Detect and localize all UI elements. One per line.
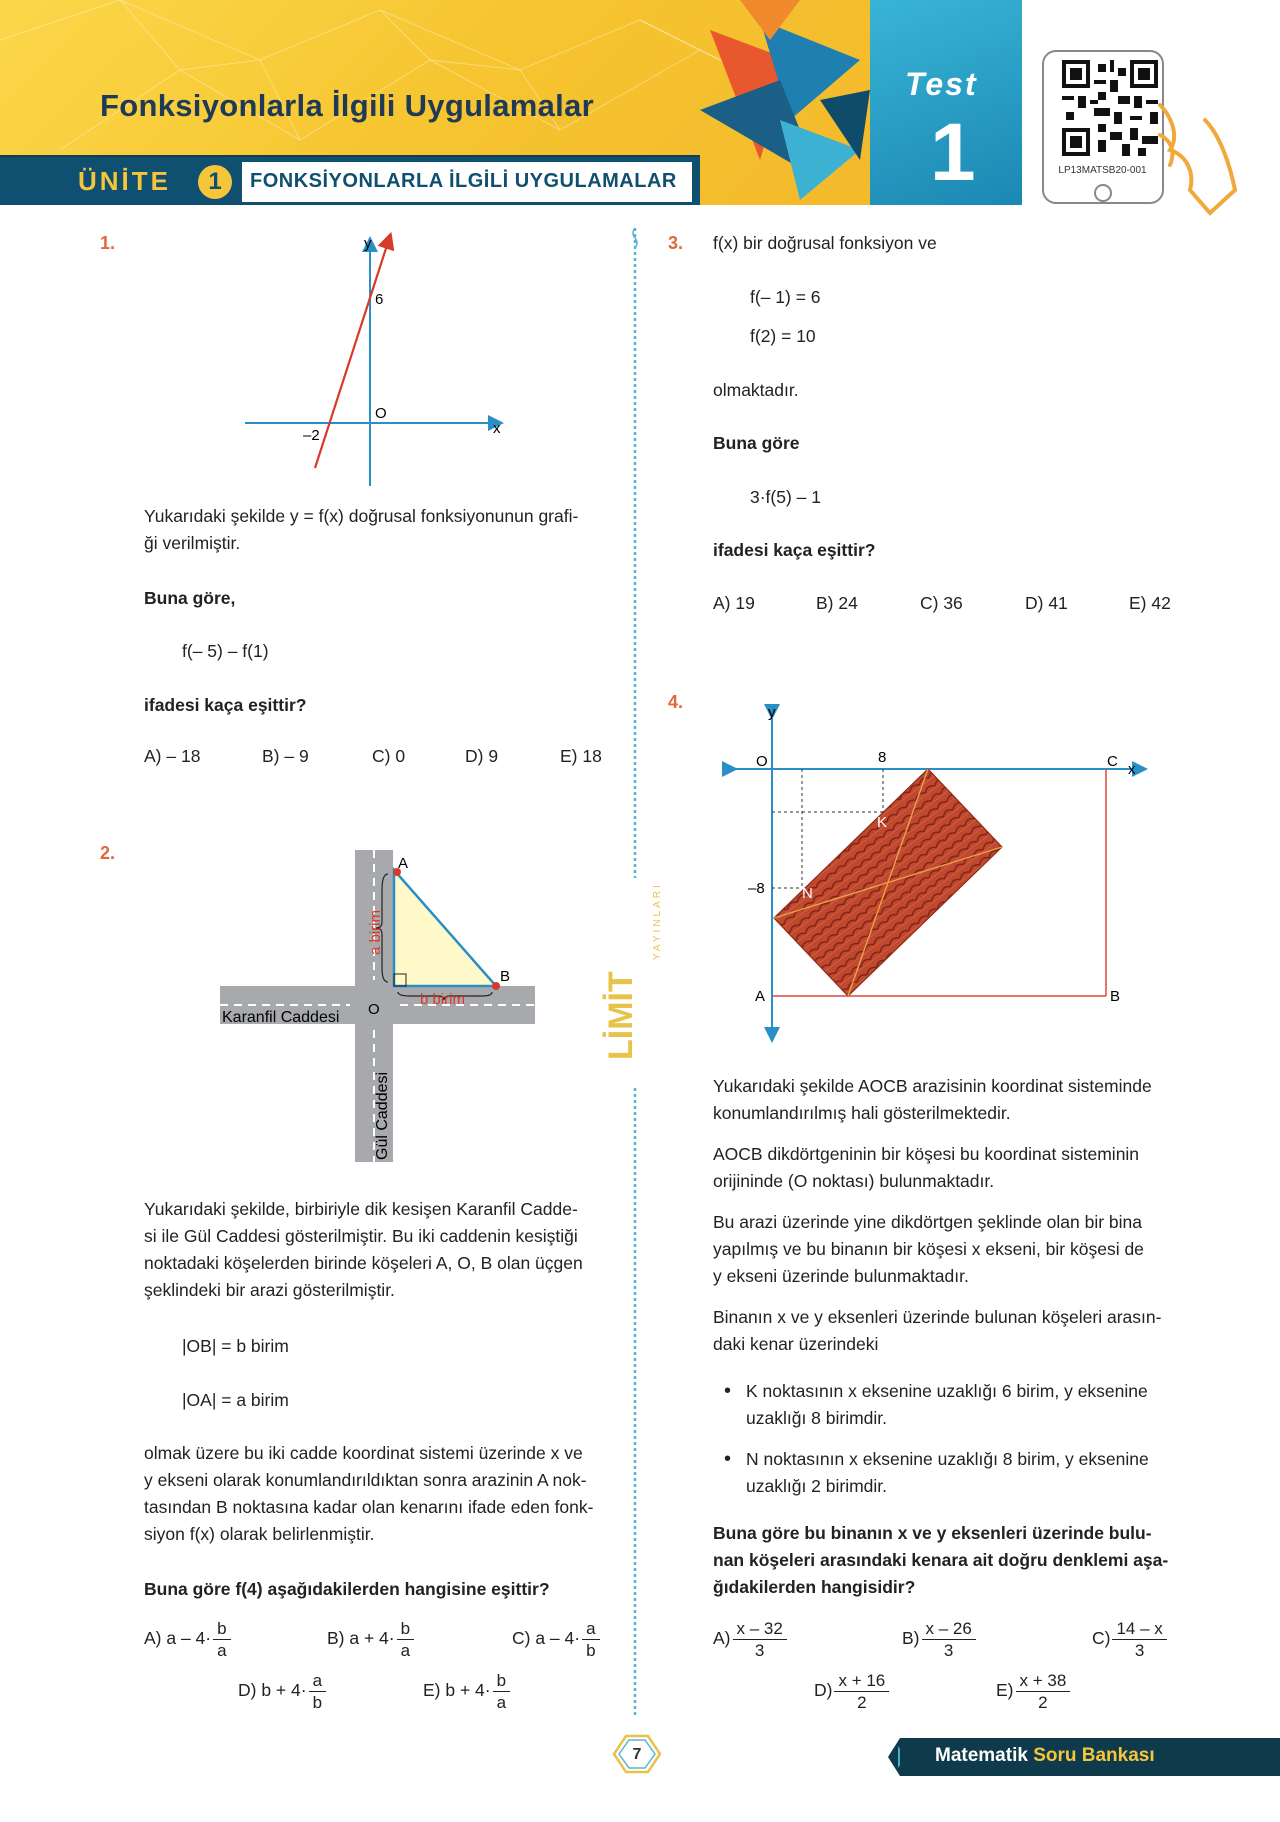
phone-button (1094, 184, 1112, 202)
land-triangle (394, 870, 496, 986)
q4-bullet-1b: uzaklığı 8 birimdir. (746, 1408, 888, 1428)
q2-option-a[interactable]: A) a – 4· $\frac{b}{a}$ (144, 1618, 231, 1661)
publisher-logo (602, 880, 672, 1100)
q1-x-intercept: –2 (303, 427, 320, 444)
q3-question: ifadesi kaça eşittir? (713, 540, 876, 560)
q3-option-e[interactable]: E) 42 (1129, 593, 1171, 613)
q3-eq1: f(– 1) = 6 (750, 287, 821, 307)
q4-p4-1: Binanın x ve y eksenleri üzerinde bulunan köşeleri arasın- (713, 1307, 1162, 1327)
q4-x-label: x (1128, 761, 1136, 778)
point-b (492, 982, 500, 990)
q2-option-d[interactable]: D) b + 4· $\frac{a}{b}$ (238, 1670, 326, 1713)
q4-p3-2: yapılmış ve bu binanın bir köşesi x ekseni, bir köşesi de (713, 1239, 1144, 1259)
line-f (315, 236, 390, 468)
q4-question-1: Buna göre bu binanın x ve y eksenleri üzerinde bulu- (713, 1523, 1152, 1543)
q1-option-c[interactable]: C) 0 (372, 746, 406, 766)
q3-prompt: Buna göre (713, 433, 800, 453)
q2-label-o: O (368, 1001, 380, 1018)
q4-option-d[interactable]: D) $\frac{x + 16}{2}$ (814, 1670, 889, 1713)
q1-question: ifadesi kaça eşittir? (144, 695, 307, 715)
qr-code-label: LP13MATSB20-001 (1058, 165, 1147, 176)
brand-name: LİMİT (602, 971, 640, 1060)
q1-prompt: Buna göre, (144, 588, 236, 608)
brand-sub: YAYINLARI (652, 882, 663, 960)
q1-option-e[interactable]: E) 18 (560, 746, 602, 766)
q4-label-b: B (1110, 988, 1121, 1005)
question-2-number: 2. (100, 843, 116, 863)
q4-p4-2: daki kenar üzerindeki (713, 1334, 879, 1354)
q4-bullet-2b: uzaklığı 2 birimdir. (746, 1476, 888, 1496)
footer-label: Matematik Soru Bankası (935, 1745, 1155, 1766)
q4-label-a: A (755, 988, 766, 1005)
street-karanfil: Karanfil Caddesi (222, 1009, 340, 1026)
q4-p3-3: y ekseni üzerinde bulunmaktadır. (713, 1266, 969, 1286)
page-number: 7 (632, 1746, 642, 1763)
question-1-graph (230, 228, 520, 498)
q1-option-a[interactable]: A) – 18 (144, 746, 201, 766)
q2-text-3: noktadaki köşelerden birinde köşeleri A, O, B olan üçgen (144, 1253, 583, 1273)
q1-x-label: x (493, 420, 501, 437)
q4-x-tick: 8 (878, 749, 887, 766)
q4-question-2: nan köşeleri arasındaki kenara ait doğru denklemi aşa- (713, 1550, 1169, 1570)
q4-label-k: K (877, 814, 888, 831)
unit-number-badge: 1 (198, 165, 232, 199)
q4-y-tick: –8 (748, 880, 765, 897)
q2-text2-3: tasından B noktasına kadar olan kenarını ifade eden fonk- (144, 1497, 594, 1517)
q4-option-a[interactable]: A) $\frac{x - 32}{3}$ (713, 1618, 787, 1661)
q4-question-3: ğıdakilerden hangisidir? (713, 1577, 916, 1597)
q2-label-b: B (500, 968, 511, 985)
q4-p2-2: orijininde (O noktası) bulunmaktadır. (713, 1171, 995, 1191)
q4-option-c[interactable]: C) $\frac{14 - x}{3}$ (1092, 1618, 1167, 1661)
q2-given-oa: |OA| = a birim (182, 1390, 289, 1410)
q1-option-d[interactable]: D) 9 (465, 746, 499, 766)
q4-y-label: y (768, 704, 776, 721)
q1-text-2: ği verilmiştir. (144, 533, 241, 553)
q3-after: olmaktadır. (713, 380, 799, 400)
q2-text2-2: y ekseni olarak konumlandırıldıktan sonra arazinin A nok- (144, 1470, 587, 1490)
q1-text-1: Yukarıdaki şekilde y = f(x) doğrusal fonksiyonunun grafi- (144, 506, 579, 526)
q3-option-d[interactable]: D) 41 (1025, 593, 1068, 613)
q1-origin: O (375, 405, 387, 422)
test-number: 1 (930, 107, 976, 198)
unit-word: ÜNİTE (78, 166, 171, 196)
q2-text-4: şeklindeki bir arazi gösterilmiştir. (144, 1280, 395, 1300)
q2-text-2: si ile Gül Caddesi gösterilmiştir. Bu iki caddenin kesiştiği (144, 1226, 578, 1246)
question-1-number: 1. (100, 233, 116, 253)
q2-label-a: A (398, 855, 409, 872)
q4-p3-1: Bu arazi üzerinde yine dikdörtgen şeklinde olan bir bina (713, 1212, 1143, 1232)
q1-y-label: y (364, 235, 372, 252)
q1-expression: f(– 5) – f(1) (182, 641, 269, 661)
q2-a-label: a birim (367, 909, 384, 955)
q4-bullet-1a: • K noktasının x eksenine uzaklığı 6 birim, y eksenine (746, 1378, 1148, 1405)
q4-p1-2: konumlandırılmış hali gösterilmektedir. (713, 1103, 1011, 1123)
q2-option-e[interactable]: E) b + 4· $\frac{b}{a}$ (423, 1670, 510, 1713)
q1-y-intercept: 6 (375, 291, 384, 308)
qr-code-icon[interactable] (1062, 60, 1158, 156)
q2-text2-4: siyon f(x) olarak belirlenmiştir. (144, 1524, 375, 1544)
q2-option-c[interactable]: C) a – 4· $\frac{a}{b}$ (512, 1618, 600, 1661)
q4-label-c: C (1107, 753, 1118, 770)
q3-intro: f(x) bir doğrusal fonksiyon ve (713, 233, 937, 253)
test-word: Test (905, 66, 978, 102)
question-4-figure (720, 700, 1150, 1040)
q2-given-ob: |OB| = b birim (182, 1336, 289, 1356)
hand-icon (1150, 95, 1240, 225)
question-2-figure (220, 850, 535, 1162)
q1-option-b[interactable]: B) – 9 (262, 746, 309, 766)
q2-option-b[interactable]: B) a + 4· $\frac{b}{a}$ (327, 1618, 414, 1661)
page-title: Fonksiyonlarla İlgili Uygulamalar (100, 88, 594, 123)
q4-option-e[interactable]: E) $\frac{x + 38}{2}$ (996, 1670, 1070, 1713)
question-3-number: 3. (668, 233, 684, 253)
q4-bullet-2a: • N noktasının x eksenine uzaklığı 8 birim, y eksenine (746, 1446, 1149, 1473)
q4-option-b[interactable]: B) $\frac{x - 26}{3}$ (902, 1618, 976, 1661)
q3-eq2: f(2) = 10 (750, 326, 816, 346)
q3-expression: 3·f(5) – 1 (750, 487, 821, 507)
q2-text-1: Yukarıdaki şekilde, birbiriyle dik kesişen Karanfil Cadde- (144, 1199, 578, 1219)
q2-text2-1: olmak üzere bu iki cadde koordinat sistemi üzerinde x ve (144, 1443, 583, 1463)
unit-title: FONKSİYONLARLA İLGİLİ UYGULAMALAR (250, 170, 677, 192)
q3-option-a[interactable]: A) 19 (713, 593, 755, 613)
q4-p1-1: Yukarıdaki şekilde AOCB arazisinin koordinat sisteminde (713, 1076, 1152, 1096)
question-4-number: 4. (668, 692, 684, 712)
q3-option-b[interactable]: B) 24 (816, 593, 858, 613)
q2-question: Buna göre f(4) aşağıdakilerden hangisine eşittir? (144, 1579, 550, 1599)
q3-option-c[interactable]: C) 36 (920, 593, 963, 613)
q4-label-n: N (802, 885, 813, 902)
q4-origin: O (756, 753, 768, 770)
street-gul: Gül Caddesi (374, 1071, 391, 1160)
q2-b-label: b birim (420, 991, 466, 1008)
q4-p2-1: AOCB dikdörtgeninin bir köşesi bu koordinat sisteminin (713, 1144, 1140, 1164)
